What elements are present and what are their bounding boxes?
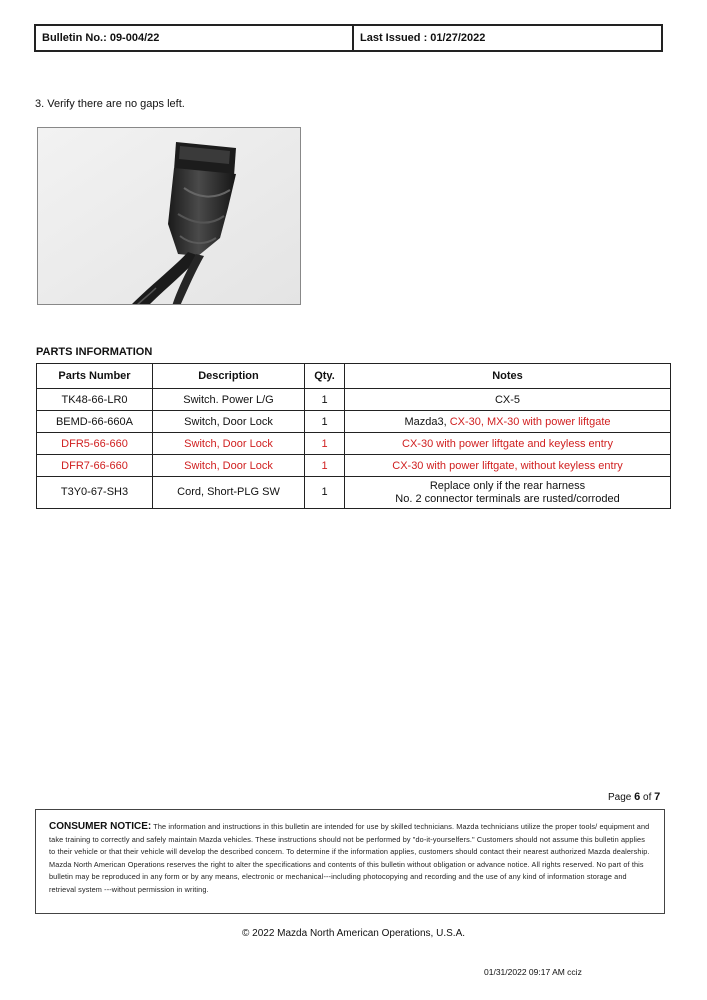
column-parts-number: Parts Number — [37, 364, 153, 389]
part-number: TK48-66-LR0 — [37, 389, 153, 411]
step-instruction: 3. Verify there are no gaps left. — [35, 98, 185, 110]
connector-image — [38, 128, 301, 305]
page-number — [608, 791, 660, 803]
table-row — [37, 411, 671, 433]
part-notes — [345, 411, 671, 433]
notes-plain: Mazda3, — [404, 415, 450, 428]
column-notes: Notes — [345, 364, 671, 389]
table-header-row — [37, 364, 671, 389]
page-of: of — [643, 792, 652, 803]
last-issued-date: Last Issued : 01/27/2022 — [360, 32, 486, 44]
column-qty: Qty. — [305, 364, 345, 389]
part-description: Cord, Short-PLG SW — [153, 477, 305, 509]
part-description: Switch, Door Lock — [153, 455, 305, 477]
part-number: T3Y0-67-SH3 — [37, 477, 153, 509]
part-description: Switch. Power L/G — [153, 389, 305, 411]
part-notes — [345, 477, 671, 509]
page-label: Page — [608, 792, 632, 803]
part-number: BEMD-66-660A — [37, 411, 153, 433]
notes-line: No. 2 connector terminals are rusted/corroded — [395, 492, 620, 505]
table-row — [37, 433, 671, 455]
table-row — [37, 477, 671, 509]
table-row — [37, 455, 671, 477]
part-description: Switch, Door Lock — [153, 411, 305, 433]
column-description: Description — [153, 364, 305, 389]
part-qty: 1 — [305, 411, 345, 433]
part-number: DFR5-66-660 — [37, 433, 153, 455]
part-qty: 1 — [305, 389, 345, 411]
part-notes: CX-30 with power liftgate and keyless entry — [345, 433, 671, 455]
part-description: Switch, Door Lock — [153, 433, 305, 455]
table-row — [37, 389, 671, 411]
part-number: DFR7-66-660 — [37, 455, 153, 477]
parts-table — [36, 363, 671, 509]
notes-revised: CX-30, MX-30 with power liftgate — [449, 415, 611, 428]
bulletin-number: Bulletin No.: 09-004/22 — [36, 26, 354, 50]
consumer-notice-label: CONSUMER NOTICE: — [49, 821, 152, 832]
consumer-notice — [35, 809, 665, 914]
page-current: 6 — [634, 791, 641, 803]
notes-line: Replace only if the rear harness — [429, 479, 586, 492]
part-qty: 1 — [305, 477, 345, 509]
part-notes: CX-5 — [345, 389, 671, 411]
print-stamp: 01/31/2022 09:17 AM cciz — [484, 967, 582, 977]
copyright: © 2022 Mazda North American Operations, U.S.A. — [241, 928, 466, 939]
page-total: 7 — [654, 791, 661, 803]
consumer-notice-body: The information and instructions in this bulletin are intended for use by skilled technicians. Mazda technicians utilize the proper tools/ equipment and take training to correctly and safely maintain Mazda vehicles. These instructions should not be performed by "do-it-yourselfers." Customers should not assume this bulletin applies to their vehicle or that their vehicle will develop the described concern. To determine if the information applies, customers should contact their nearest authorized Mazda dealership. Mazda North American Operations reserves the right to alter the specifications and contents of this bulletin without obligation or advance notice. All rights reserved. No part of this bulletin may be reproduced in any form or by any means, electronic or mechanical---including photocopying and recording and the use of any kind of information storage and retrieval system ---without permission in writing. — [49, 822, 650, 894]
connector-photo — [37, 127, 301, 305]
bulletin-header — [34, 24, 663, 52]
part-qty: 1 — [305, 455, 345, 477]
part-qty: 1 — [305, 433, 345, 455]
parts-information-title: PARTS INFORMATION — [36, 346, 153, 358]
part-notes: CX-30 with power liftgate, without keyless entry — [345, 455, 671, 477]
